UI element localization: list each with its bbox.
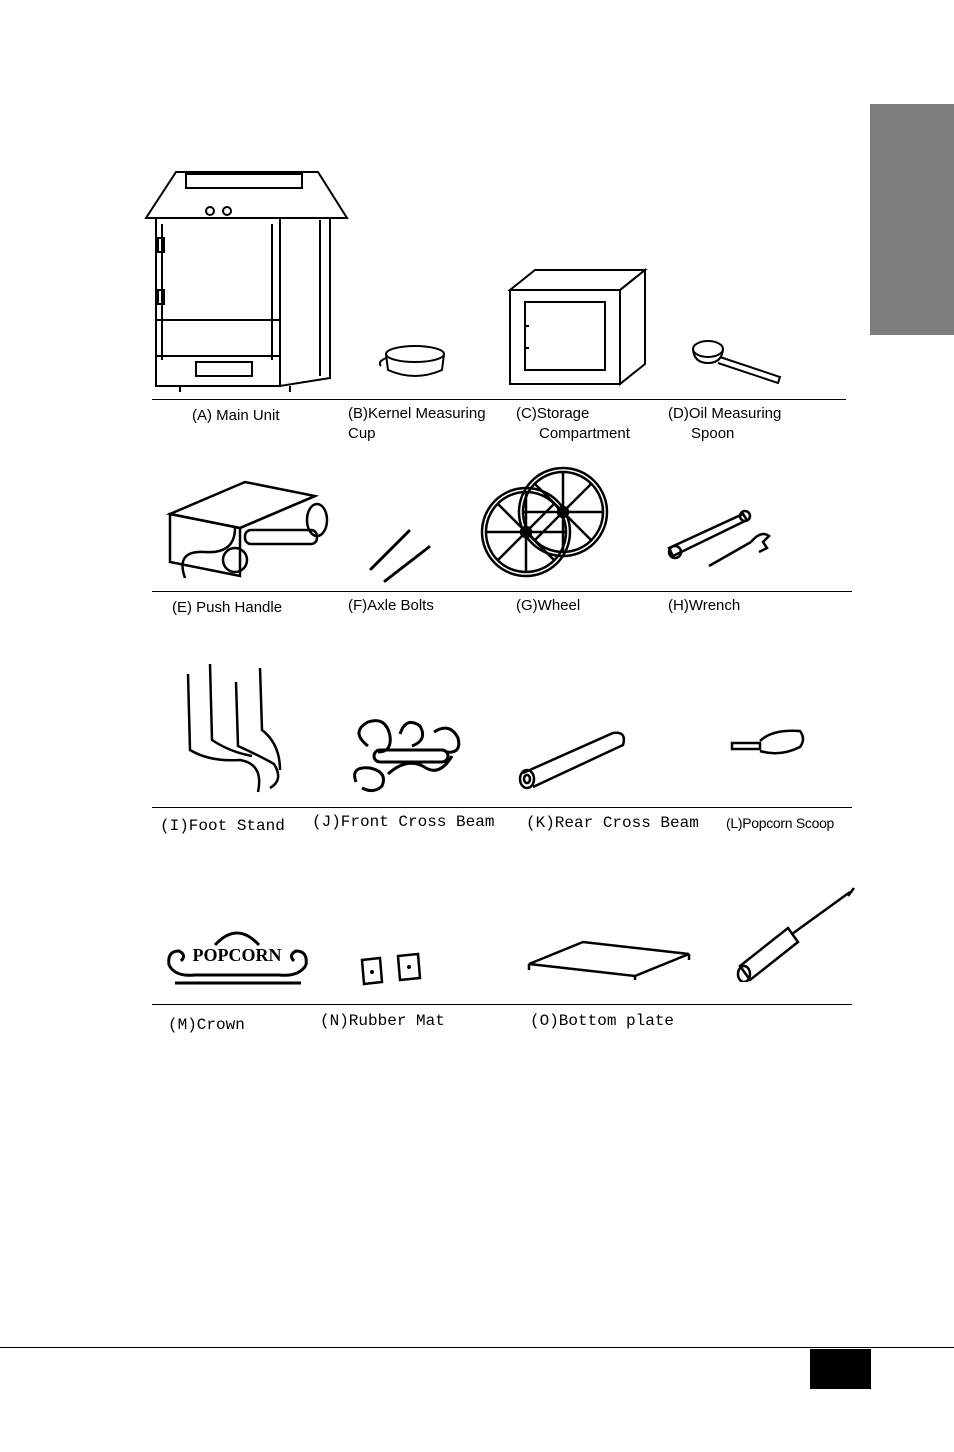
oil-spoon-icon: [688, 335, 788, 387]
label-foot-stand: (I)Foot Stand: [160, 817, 285, 835]
crown-sign-icon: [165, 925, 310, 990]
label-wrench: (H)Wrench: [668, 597, 741, 614]
label-storage-2: Compartment: [539, 425, 630, 442]
label-front-cross-beam: (J)Front Cross Beam: [312, 813, 495, 831]
wrench-icon: [665, 502, 773, 570]
label-wheel: (G)Wheel: [516, 597, 581, 614]
row-divider: [152, 399, 846, 400]
scoop-icon: [730, 725, 810, 761]
label-crown: (M)Crown: [168, 1016, 245, 1034]
label-push-handle: (E) Push Handle: [172, 599, 283, 616]
side-tab: [870, 104, 954, 335]
label-kernel-cup: (B)Kernel Measuring: [348, 405, 486, 422]
bottom-plate-icon: [525, 938, 693, 980]
row-divider-4: [152, 1004, 852, 1005]
page-number-box: [810, 1349, 871, 1389]
row-divider-2: [152, 591, 852, 592]
storage-cabinet-icon: [505, 268, 650, 388]
label-storage: (C)Storage: [516, 405, 590, 422]
label-oil-spoon: (D)Oil Measuring: [668, 405, 782, 422]
popcorn-machine-icon: [140, 160, 355, 392]
label-rubber-mat: (N)Rubber Mat: [320, 1012, 445, 1030]
rubber-mat-icon: [358, 950, 426, 988]
crown-text: POPCORN: [192, 945, 282, 965]
measuring-cup-icon: [375, 340, 450, 382]
label-main-unit: (A) Main Unit: [192, 407, 280, 424]
label-axle-bolts: (F)Axle Bolts: [348, 597, 434, 614]
label-popcorn-scoop: (L)Popcorn Scoop: [726, 815, 835, 831]
row-divider-3: [152, 807, 852, 808]
label-oil-spoon-2: Spoon: [691, 425, 735, 442]
rear-cross-beam-icon: [515, 725, 630, 791]
label-rear-cross-beam: (K)Rear Cross Beam: [526, 814, 699, 832]
footer-divider: [0, 1347, 954, 1348]
push-handle-icon: [165, 480, 337, 584]
wheels-icon: [478, 462, 613, 582]
screwdriver-icon: [732, 886, 857, 982]
foot-stand-icon: [180, 660, 290, 800]
label-bottom-plate: (O)Bottom plate: [530, 1012, 675, 1030]
front-cross-beam-icon: [348, 712, 466, 794]
label-kernel-cup-2: Cup: [348, 425, 376, 442]
axle-bolts-icon: [365, 525, 435, 585]
